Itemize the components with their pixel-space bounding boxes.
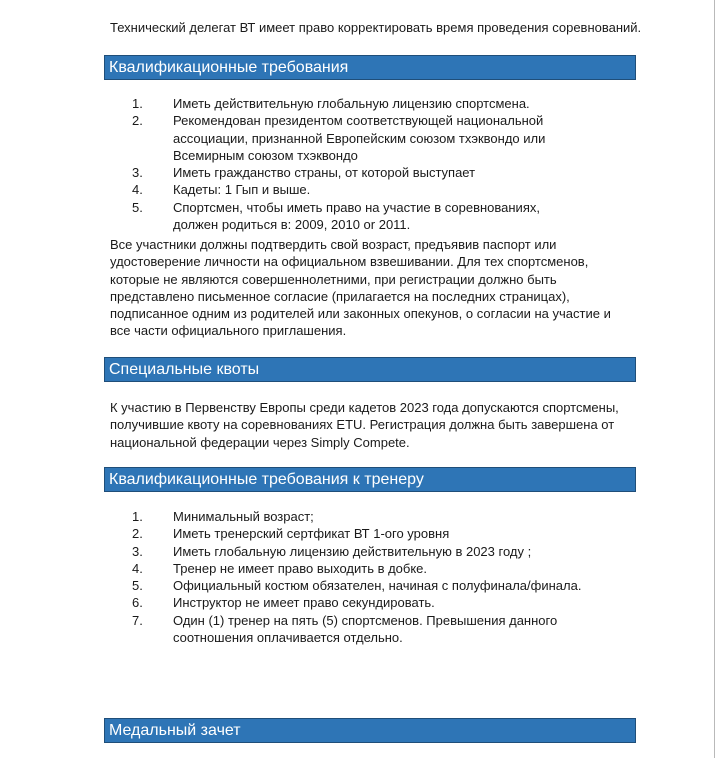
list-text: Иметь гражданство страны, от которой выступает [173,165,476,181]
list-number: 2. [132,113,143,129]
qualification-paragraph: Все участники должны подтвердить свой возраст, предъявив паспорт или удостоверение личности на официальном взвешивании. Для тех спортсменов, которые не являются совершеннолетними, при регистрации должно быть представлено письменное согласие (прилагается на последних страницах), подписанное одним из родителей или законных опекунов, о согласии на участие и все части официального приглашения. [110,237,611,339]
list-item [110,181,573,198]
special-quotas-paragraph: К участию в Первенству Европы среди кадетов 2023 года допускаются спортсмены, получившие квоту на соревнованиях ETU. Регистрация должна быть завершена от национальной федерации через Simply Compete. [110,400,619,450]
section-header-qualification: Квалификационные требования [104,55,636,80]
qualification-list [110,95,573,233]
list-text: Официальный костюм обязателен, начиная с полуфинала/финала. [173,578,582,594]
list-text: Иметь глобальную лицензию действительную в 2023 году ; [173,543,532,559]
list-item [110,543,623,560]
list-text: Минимальный возраст; [173,509,314,524]
list-number: 4. [132,560,143,576]
list-number: 6. [132,595,143,611]
list-number: 2. [132,526,143,542]
list-item [110,612,623,647]
list-number: 3. [132,543,143,559]
section-header-medal-standings: Медальный зачет [104,718,636,743]
section-header-special-quotas: Специальные квоты [104,357,636,382]
list-number: 3. [132,165,143,181]
list-item [110,594,623,611]
list-item [110,525,623,542]
coach-list [110,508,623,646]
list-text: Тренер не имеет право выходить в добке. [173,560,428,576]
list-number: 5. [132,199,143,215]
list-item [110,95,573,112]
list-item [110,560,623,577]
list-text: Инструктор не имеет право секундировать. [173,595,435,611]
list-number: 7. [132,612,143,628]
list-number: 1. [132,96,143,111]
page-edge [714,0,715,758]
list-text: Кадеты: 1 Гып и выше. [173,182,311,198]
list-item [110,112,573,164]
list-text: Один (1) тренер на пять (5) спортсменов. Превышения данного соотношения оплачивается отдельно. [173,612,558,646]
list-item [110,164,573,181]
list-number: 5. [132,578,143,594]
list-text: Иметь тренерский сертфикат ВТ 1-ого уровня [173,526,450,542]
intro-text: Технический делегат ВТ имеет право корректировать время проведения соревнований. [110,20,642,35]
list-item [110,199,573,234]
list-text: Рекомендован президентом соответствующей национальной ассоциации, признанной Европейским союзом тхэквондо или Всемирным союзом тхэквондо [173,113,546,163]
list-number: 4. [132,182,143,198]
section-header-coach-qualification: Квалификационные требования к тренеру [104,467,636,492]
list-number: 1. [132,509,143,524]
list-text: Иметь действительную глобальную лицензию спортсмена. [173,96,530,111]
list-item [110,577,623,594]
list-item [110,508,623,525]
list-text: Спортсмен, чтобы иметь право на участие в соревнованиях, должен родиться в: 2009, 2010 or 2011. [173,199,540,233]
